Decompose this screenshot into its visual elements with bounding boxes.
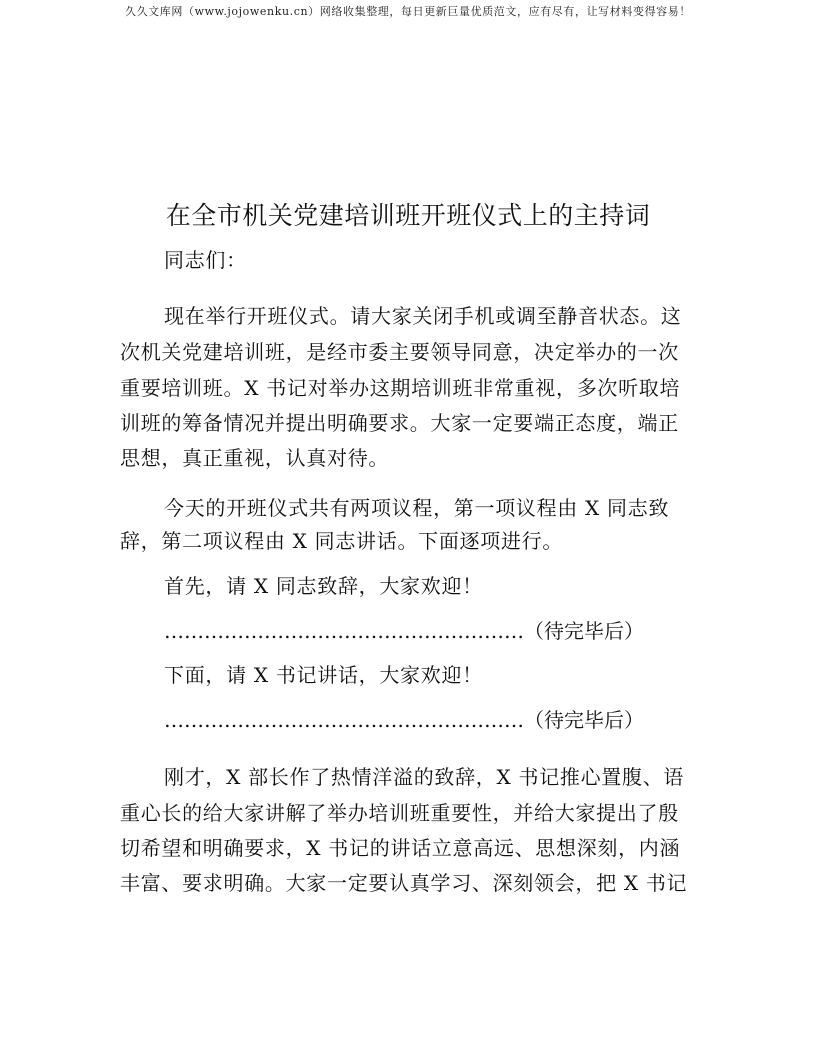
line-next-speaker: 下面，请 X 书记讲话，大家欢迎！ [164,663,483,687]
paragraph-line: 辞，第二项议程由 X 同志讲话。下面逐项进行。 [120,529,564,553]
paragraph-line: 次机关党建培训班，是经市委主要领导同意，决定举办的一次 [120,340,679,364]
paragraph-line: 现在举行开班仪式。请大家关闭手机或调至静音状态。这 [164,304,682,328]
paragraph-line: 训班的筹备情况并提出明确要求。大家一定要端正态度，端正 [120,411,679,435]
header-note: 久久文库网（www.jojowenku.cn）网络收集整理，每日更新巨量优质范文，应有尽有，让写材料变得容易！ [124,5,691,18]
paragraph-line: 思想，真正重视，认真对待。 [120,446,390,470]
paragraph-line: 刚才，X 部长作了热情洋溢的致辞，X 书记推心置腹、语 [164,765,685,789]
wait-line-1: ………………………………………………（待完毕后） [164,619,644,643]
paragraph-line: 丰富、要求明确。大家一定要认真学习、深刻领会，把 X 书记 [120,871,688,895]
wait-line-2: ………………………………………………（待完毕后） [164,708,644,732]
paragraph-line: 今天的开班仪式共有两项议程，第一项议程由 X 同志致 [164,496,670,520]
document-title: 在全市机关党建培训班开班仪式上的主持词 [165,201,651,230]
paragraph-line: 切希望和明确要求，X 书记的讲话立意高远、思想深刻，内涵 [120,836,681,860]
paragraph-line: 重要培训班。X 书记对举办这期培训班非常重视，多次听取培 [120,376,681,400]
salutation: 同志们： [164,248,247,272]
paragraph-line: 重心长的给大家讲解了举办培训班重要性，并给大家提出了殷 [120,801,679,825]
line-first-speaker: 首先，请 X 同志致辞，大家欢迎！ [164,574,483,598]
